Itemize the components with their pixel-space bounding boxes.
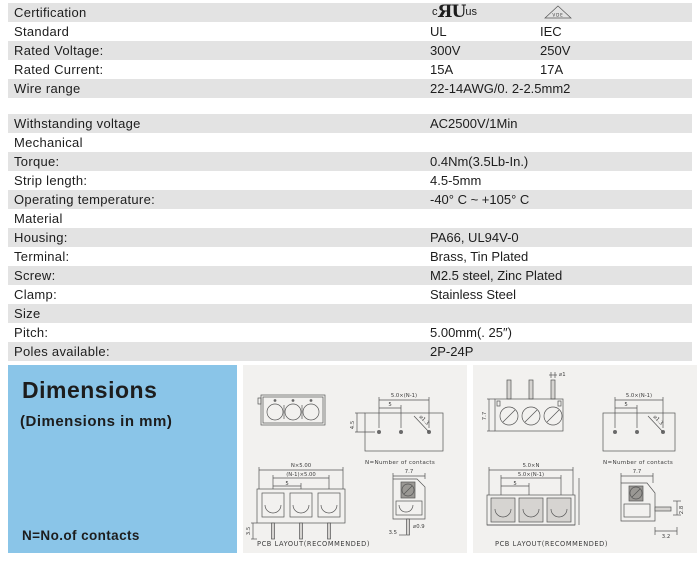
row-label: Torque:: [14, 154, 60, 169]
pcb-layout-drawing: [350, 393, 443, 451]
row-value-1: AC2500V/1Min: [430, 116, 518, 131]
table-row: [8, 152, 692, 171]
table-row: [8, 114, 692, 133]
dim-label: ⌀1: [559, 372, 566, 378]
front-view-drawing: [246, 463, 345, 539]
spacer-row: [8, 98, 692, 114]
row-label: Wire range: [14, 81, 81, 96]
contacts-note: N=No.of contacts: [22, 528, 140, 543]
row-label: Rated Voltage:: [14, 43, 104, 58]
table-row: [8, 323, 692, 342]
dim-label: 3.5: [388, 530, 397, 536]
dim-label: 5: [513, 481, 517, 487]
row-label: Standard: [14, 24, 70, 39]
dimensions-subtitle: (Dimensions in mm): [20, 413, 173, 430]
terminal-block-drawing-1: [243, 365, 467, 553]
dim-label: 5.0×(N-1): [390, 393, 418, 399]
dim-label: ⌀1.3: [651, 414, 665, 427]
pcb-layout-caption: PCB LAYOUT(RECOMMENDED): [257, 540, 371, 548]
table-row: [8, 228, 692, 247]
spec-table: [8, 3, 692, 361]
dim-label: ⌀1.3: [417, 414, 431, 427]
drawing-panel-screw-terminal: [243, 365, 467, 553]
vde-logo-label: VDE: [552, 12, 564, 18]
table-row: [8, 133, 692, 152]
table-row: [8, 209, 692, 228]
row-label: Size: [14, 306, 41, 321]
dim-label: 7.7: [632, 469, 642, 475]
row-label: Rated Current:: [14, 62, 104, 77]
dim-label: 5: [624, 402, 628, 408]
dim-label: (N-1)×5.00: [286, 472, 316, 478]
table-row: [8, 171, 692, 190]
table-row: [8, 3, 692, 22]
row-label: Mechanical: [14, 135, 83, 150]
row-value-1: 4.5-5mm: [430, 173, 482, 188]
top-view-drawing: [258, 395, 325, 425]
dim-label: 5.0×(N-1): [517, 472, 545, 478]
row-value-2: IEC: [540, 24, 562, 39]
ul-logo-suffix: us: [465, 6, 477, 18]
dim-label: 2.8: [679, 505, 685, 515]
row-value-1: -40° C ~ +105° C: [430, 192, 530, 207]
table-row: [8, 266, 692, 285]
row-value-2: 250V: [540, 43, 571, 58]
row-value-1: M2.5 steel, Zinc Plated: [430, 268, 563, 283]
row-label: Screw:: [14, 268, 56, 283]
dimensions-section: [8, 365, 697, 553]
contacts-count-note: N=Number of contacts: [603, 460, 674, 466]
top-view-drawing: [482, 372, 566, 431]
row-label: Housing:: [14, 230, 68, 245]
row-label: Strip length:: [14, 173, 88, 188]
table-row: [8, 190, 692, 209]
ul-logo-prefix: c: [432, 6, 438, 18]
table-row: [8, 285, 692, 304]
ul-logo-monogram: ЯU: [437, 2, 466, 22]
dim-label: 4.5: [350, 420, 356, 430]
table-row: [8, 304, 692, 323]
table-row: [8, 247, 692, 266]
side-view-drawing: [389, 469, 425, 536]
dim-label: 3.5: [246, 526, 252, 536]
row-value-1: 300V: [430, 43, 461, 58]
row-value-1: Brass, Tin Plated: [430, 249, 529, 264]
front-view-drawing: [487, 463, 579, 525]
dim-label: 3.2: [661, 534, 671, 540]
row-label: Operating temperature:: [14, 192, 156, 207]
row-label: Withstanding voltage: [14, 116, 141, 131]
row-value-1: 2P-24P: [430, 344, 474, 359]
row-value-1: 15A: [430, 62, 454, 77]
dim-label: N×5.00: [290, 463, 312, 469]
row-label: Pitch:: [14, 325, 49, 340]
row-label: Material: [14, 211, 63, 226]
row-value-1: 0.4Nm(3.5Lb-In.): [430, 154, 529, 169]
row-value-1: PA66, UL94V-0: [430, 230, 519, 245]
contacts-count-note: N=Number of contacts: [365, 460, 436, 466]
dimensions-title: Dimensions: [22, 377, 158, 403]
dim-label: 5.0×N: [522, 463, 540, 469]
row-label: Poles available:: [14, 344, 110, 359]
side-view-drawing: [621, 469, 685, 540]
pcb-layout-drawing: [603, 393, 675, 451]
terminal-block-drawing-2: [473, 365, 697, 553]
table-row: [8, 41, 692, 60]
dimensions-header-box: [8, 365, 237, 553]
dim-label: 7.7: [404, 469, 414, 475]
row-value-1: 5.00mm(. 25″): [430, 325, 512, 340]
pcb-layout-caption: PCB LAYOUT(RECOMMENDED): [495, 540, 609, 548]
row-label: Certification: [14, 5, 87, 20]
dim-label: 5.0×(N-1): [625, 393, 653, 399]
table-row: [8, 342, 692, 361]
row-label: Terminal:: [14, 249, 70, 264]
row-value-1: 22-14AWG/0. 2-2.5mm2: [430, 81, 571, 96]
dim-label: 7.7: [482, 411, 488, 421]
table-row: [8, 22, 692, 41]
ul-recognized-logo: [432, 3, 477, 22]
dim-label: 5: [388, 402, 392, 408]
row-value-1: Stainless Steel: [430, 287, 516, 302]
table-row: [8, 79, 692, 98]
row-value-2: 17A: [540, 62, 564, 77]
row-label: Clamp:: [14, 287, 57, 302]
drawing-panel-pin-header: [473, 365, 697, 553]
row-value-1: UL: [430, 24, 447, 39]
table-row: [8, 60, 692, 79]
dim-label: ⌀0.9: [413, 524, 425, 530]
dim-label: 5: [285, 481, 289, 487]
